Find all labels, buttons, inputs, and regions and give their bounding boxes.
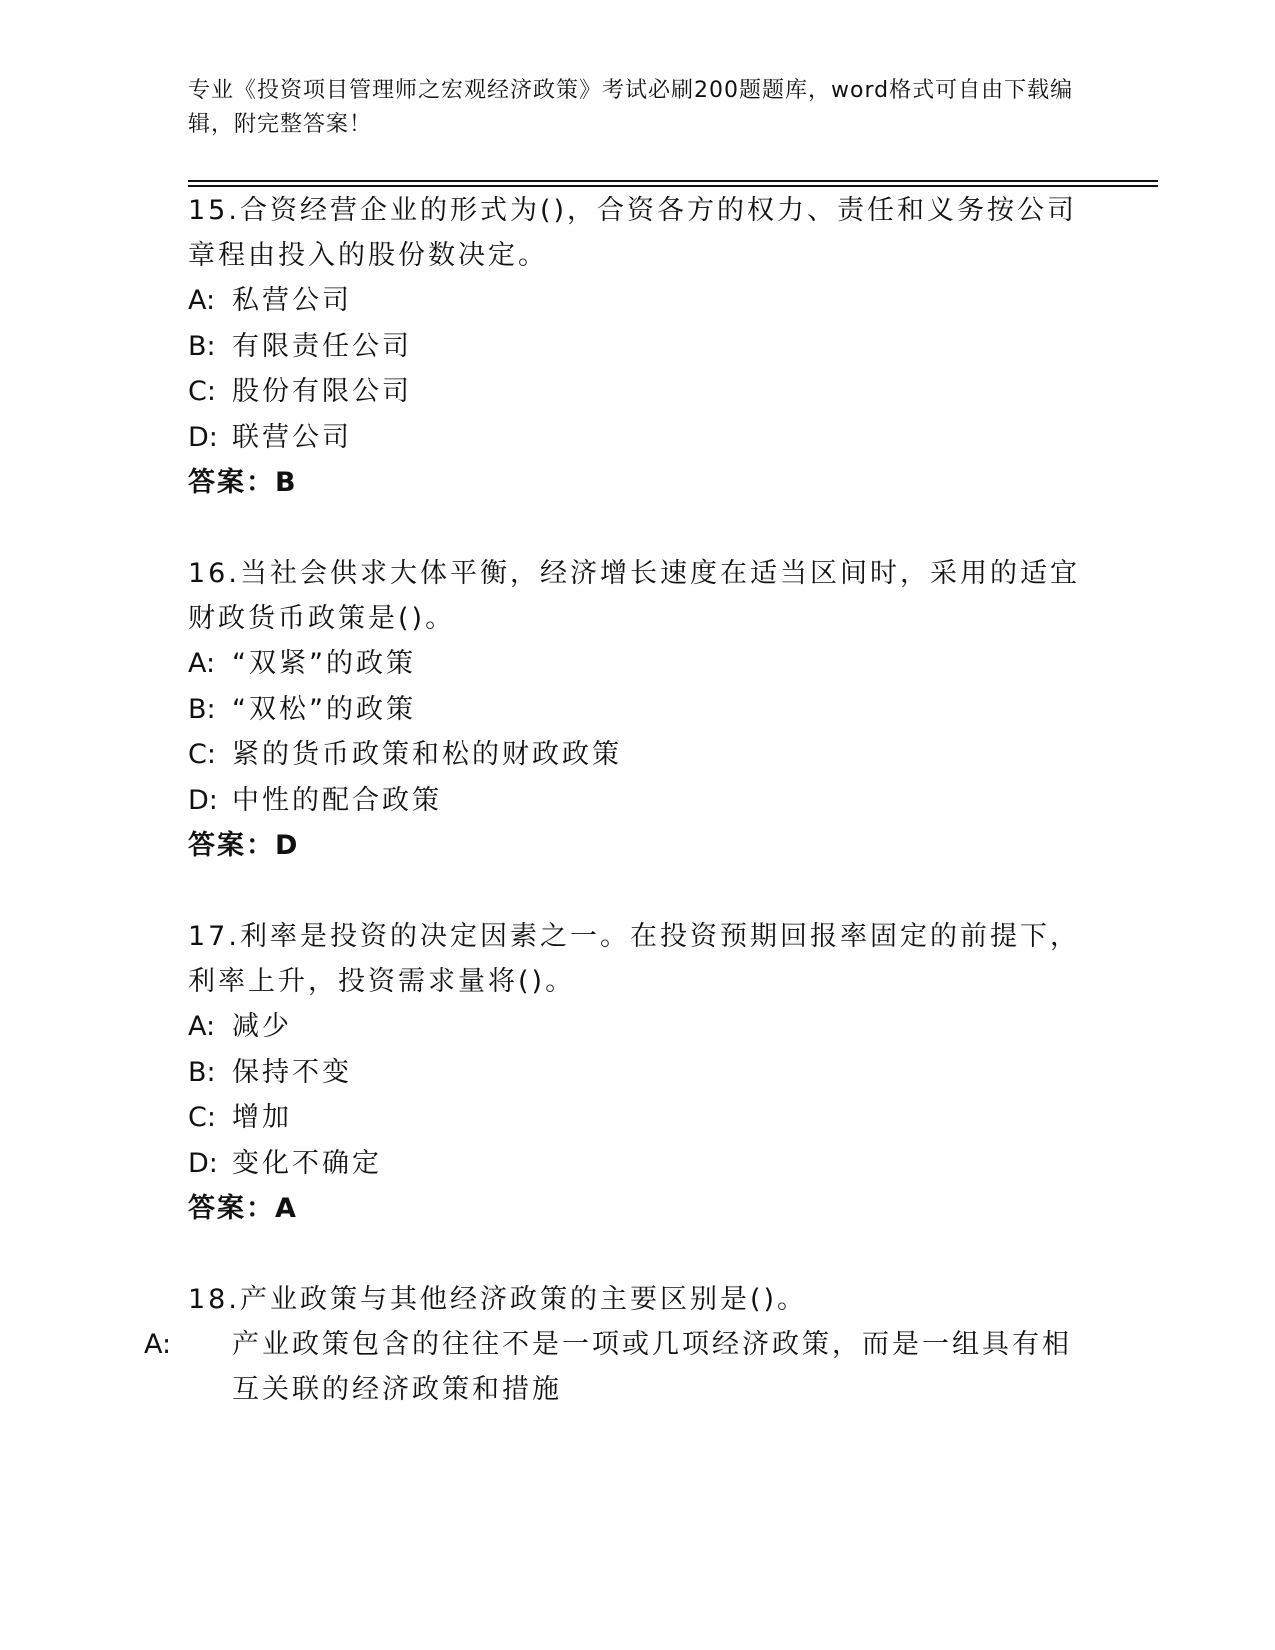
option-letter: C:	[188, 739, 216, 770]
option-b	[188, 324, 1088, 370]
option-text: 私营公司	[232, 285, 352, 316]
header-divider-bottom	[188, 185, 1158, 187]
option-b	[188, 687, 1088, 733]
header-divider-top	[188, 180, 1158, 182]
option-letter: D:	[188, 784, 218, 816]
option-letter: B:	[188, 693, 216, 725]
answer-line: 答案：A	[188, 1193, 298, 1224]
option-a	[188, 641, 1088, 687]
option-letter: B:	[188, 330, 216, 362]
option-letter: C:	[188, 1102, 216, 1133]
option-d	[188, 415, 1088, 461]
option-text: “双松”的政策	[232, 693, 416, 725]
option-c	[188, 732, 1088, 778]
option-letter: A:	[188, 648, 216, 679]
question-17	[188, 914, 1088, 1232]
option-letter: A:	[188, 285, 216, 316]
option-letter: C:	[188, 376, 216, 407]
option-a	[144, 1322, 1088, 1412]
question-15	[188, 188, 1088, 506]
question-18	[144, 1277, 1088, 1412]
option-text: “双紧”的政策	[232, 648, 416, 679]
option-text: 联营公司	[232, 421, 352, 453]
option-text: 保持不变	[232, 1056, 352, 1088]
option-text: 增加	[232, 1102, 292, 1133]
option-text: 产业政策包含的往往不是一项或几项经济政策，而是一组具有相互关联的经济政策和措施	[232, 1329, 1072, 1405]
question-stem: 15.合资经营企业的形式为()，合资各方的权力、责任和义务按公司章程由投入的股份数决定。	[188, 195, 1078, 271]
option-letter: A:	[188, 1011, 216, 1042]
answer-line: 答案：B	[188, 467, 298, 498]
question-spacer	[188, 1232, 1088, 1277]
question-16	[188, 551, 1088, 869]
option-letter: B:	[188, 1056, 216, 1088]
option-letter: D:	[188, 1147, 218, 1179]
answer-line: 答案：D	[188, 830, 300, 861]
option-text: 紧的货币政策和松的财政政策	[232, 739, 622, 770]
option-d	[188, 1141, 1088, 1187]
option-d	[188, 778, 1088, 824]
option-text: 有限责任公司	[232, 330, 412, 362]
question-stem: 16.当社会供求大体平衡，经济增长速度在适当区间时，采用的适宜财政货币政策是()。	[188, 558, 1080, 634]
question-spacer	[188, 506, 1088, 551]
question-spacer	[188, 869, 1088, 914]
option-text: 变化不确定	[232, 1147, 382, 1179]
option-a	[188, 278, 1088, 324]
document-header: 专业《投资项目管理师之宏观经济政策》考试必刷200题题库，word格式可自由下载编辑，附完整答案！	[188, 78, 1074, 137]
option-text: 股份有限公司	[232, 376, 412, 407]
option-c	[188, 369, 1088, 415]
question-list	[144, 188, 1088, 1412]
question-stem: 18.产业政策与其他经济政策的主要区别是()。	[188, 1284, 808, 1315]
option-letter: A:	[144, 1329, 172, 1360]
option-text: 中性的配合政策	[232, 784, 442, 816]
option-a	[188, 1004, 1088, 1050]
option-letter: D:	[188, 421, 218, 453]
option-b	[188, 1050, 1088, 1096]
question-stem: 17.利率是投资的决定因素之一。在投资预期回报率固定的前提下，利率上升，投资需求量将()。	[188, 921, 1080, 997]
option-c	[188, 1095, 1088, 1141]
option-text: 减少	[232, 1011, 292, 1042]
